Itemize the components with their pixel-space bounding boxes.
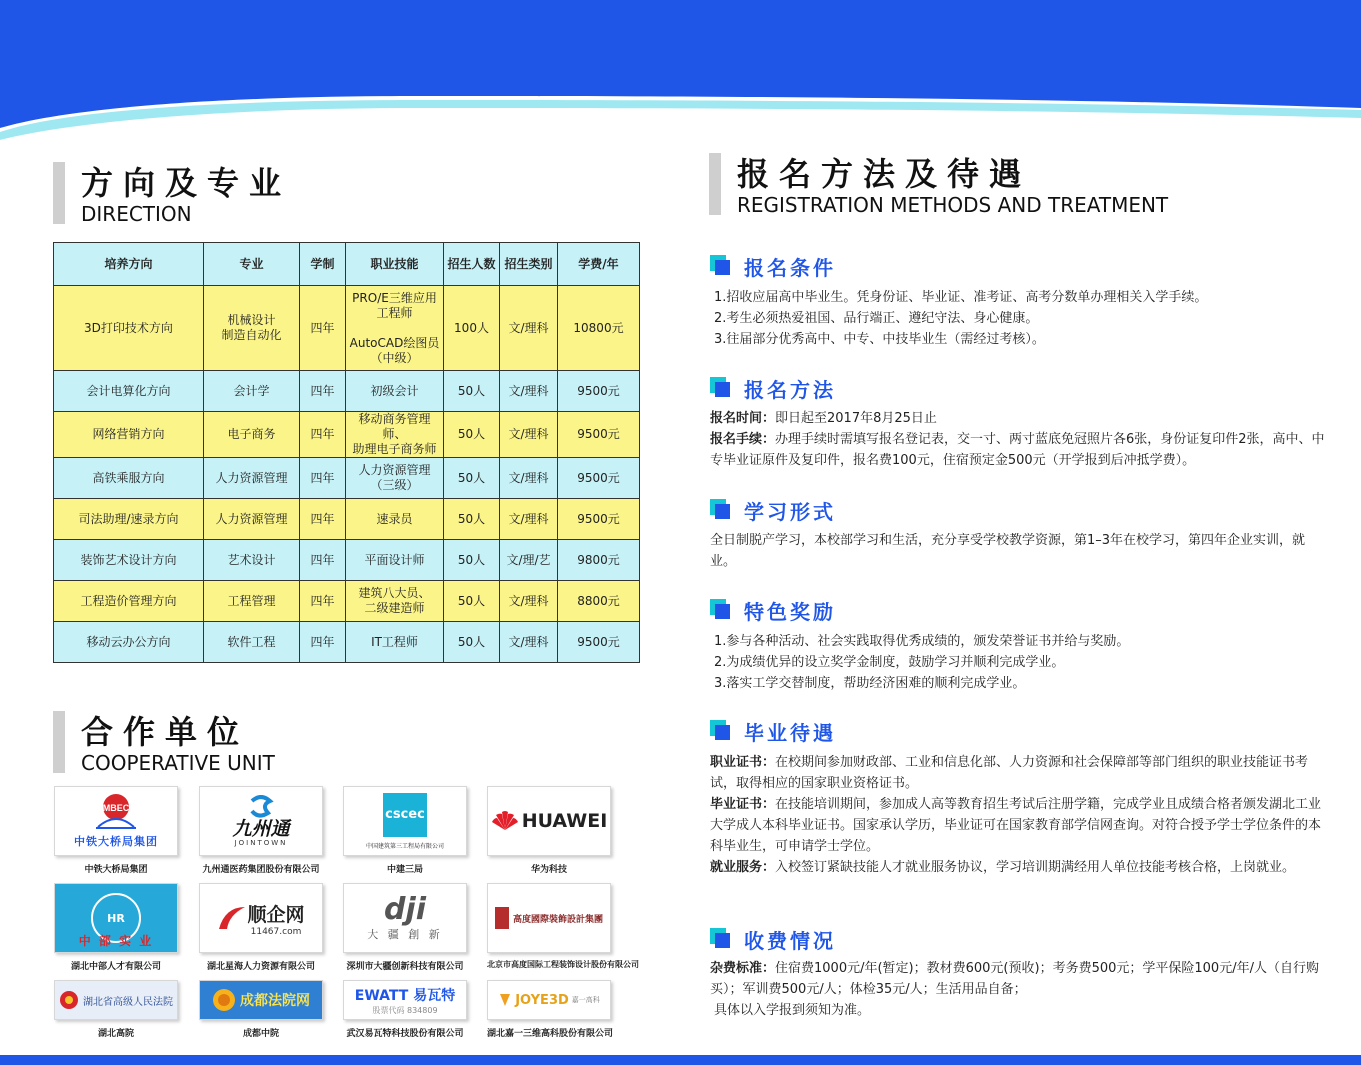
label: 报名手续： bbox=[710, 432, 776, 447]
logo-ewatt bbox=[343, 980, 467, 1039]
heading-bar bbox=[53, 162, 65, 224]
logo-caption: 九州通医药集团股份有限公司 bbox=[202, 865, 320, 875]
zhongbu-globe-icon: HR bbox=[91, 893, 141, 943]
row-years: 四年 bbox=[300, 458, 346, 499]
row-skill: PRO/E三维应用 工程师 AutoCAD绘图员 （中级） bbox=[346, 286, 444, 371]
heading-bar bbox=[709, 153, 721, 215]
row-major: 会计学 bbox=[204, 371, 300, 412]
requirement-line: 1.招收应届高中毕业生。凭身份证、毕业证、准考证、高考分数单办理相关入学手续。 bbox=[714, 290, 1208, 305]
study-form-text bbox=[710, 530, 1325, 572]
cscec-logo-sub: 中国建筑第三工程局有限公司 bbox=[365, 842, 444, 850]
logo-caption: 北京市高度国际工程装饰设计股份有限公司 bbox=[487, 960, 639, 969]
row-enroll-num: 50人 bbox=[444, 371, 500, 412]
label: 职业证书： bbox=[710, 755, 776, 770]
square-bullet-icon bbox=[710, 255, 730, 275]
logo-cscec bbox=[343, 786, 467, 875]
row-direction: 装饰艺术设计方向 bbox=[54, 540, 204, 581]
shunqi-logo-sub: 11467.com bbox=[250, 926, 302, 937]
subsection-title: 学习形式 bbox=[744, 500, 836, 524]
square-bullet-icon bbox=[710, 377, 730, 397]
table-header-row bbox=[54, 243, 640, 286]
row-enroll-type: 文/理科 bbox=[500, 458, 558, 499]
gaodu-logo-text: 高度國際裝飾設計集團 bbox=[512, 914, 603, 925]
label: 杂费标准： bbox=[710, 961, 776, 976]
table-row bbox=[54, 622, 640, 663]
logo-caption: 湖北嘉一三维高科股份有限公司 bbox=[487, 1029, 614, 1039]
study-form-line: 全日制脱产学习，本校部学习和生活，充分享受学校教学资源，第1–3年在校学习，第四年企业实训，就业。 bbox=[710, 533, 1306, 569]
graduation-text bbox=[710, 752, 1325, 878]
row-years: 四年 bbox=[300, 286, 346, 371]
square-bullet-icon bbox=[710, 928, 730, 948]
reg-procedure: 办理手续时需填写报名登记表，交一寸、两寸蓝底免冠照片各6张，身份证复印件2张，高中、中专毕业证原件及复印件，报名费100元，住宿预定金500元（开学报到后冲抵学费）。 bbox=[710, 432, 1325, 468]
logo-gaodu bbox=[487, 883, 639, 970]
row-direction: 移动云办公方向 bbox=[54, 622, 204, 663]
jointown-logo-text: 九州通 bbox=[232, 818, 290, 840]
shunqi-logo-text: 顺企网 bbox=[247, 903, 305, 926]
requirement-line: 2.考生必须热爱祖国、品行端正、遵纪守法、身心健康。 bbox=[714, 311, 1039, 326]
table-row bbox=[54, 581, 640, 622]
row-enroll-type: 文/理科 bbox=[500, 286, 558, 371]
subsection-title: 收费情况 bbox=[744, 929, 836, 953]
table-row bbox=[54, 412, 640, 458]
logo-hubei-court bbox=[54, 980, 178, 1039]
registration-title-cn: 报名方法及待遇 bbox=[737, 155, 1032, 193]
logo-chengdu-court bbox=[199, 980, 323, 1039]
logo-shunqi bbox=[199, 883, 323, 972]
gaodu-mark-icon bbox=[495, 907, 509, 929]
subsection-title: 毕业待遇 bbox=[744, 721, 836, 745]
square-bullet-icon bbox=[710, 499, 730, 519]
label: 毕业证书： bbox=[710, 797, 776, 812]
logo-huawei bbox=[487, 786, 611, 875]
row-years: 四年 bbox=[300, 499, 346, 540]
th-enroll-num: 招生人数 bbox=[444, 243, 500, 286]
requirement-line: 3.往届部分优秀高中、中专、中技毕业生（需经过考核）。 bbox=[714, 332, 1045, 347]
logo-caption: 湖北星海人力资源有限公司 bbox=[206, 962, 315, 972]
reward-line: 3.落实工学交替制度，帮助经济困难的顺利完成学业。 bbox=[714, 676, 1026, 691]
row-years: 四年 bbox=[300, 371, 346, 412]
row-enroll-num: 50人 bbox=[444, 499, 500, 540]
court-emblem-icon bbox=[59, 990, 79, 1010]
th-fee: 学费/年 bbox=[558, 243, 640, 286]
zhongbu-logo-text: 中 部 实 业 bbox=[78, 934, 154, 948]
row-direction: 工程造价管理方向 bbox=[54, 581, 204, 622]
row-enroll-num: 50人 bbox=[444, 412, 500, 458]
reward-line: 2.为成绩优异的设立奖学金制度，鼓励学习并顺利完成学业。 bbox=[714, 655, 1065, 670]
row-fee: 10800元 bbox=[558, 286, 640, 371]
row-enroll-type: 文/理科 bbox=[500, 499, 558, 540]
row-major: 电子商务 bbox=[204, 412, 300, 458]
row-fee: 9500元 bbox=[558, 499, 640, 540]
th-enroll-type: 招生类别 bbox=[500, 243, 558, 286]
misc-fees: 住宿费1000元/年(暂定)；教材费600元(预收)；考务费500元；学平保险100元/年/人（自行购买）；军训费500元/人；体检35元/人；生活用品自备； bbox=[710, 961, 1319, 997]
fees-note: 具体以入学报到须知为准。 bbox=[714, 1003, 871, 1018]
logo-zhongbu bbox=[54, 883, 178, 972]
method-text bbox=[710, 408, 1325, 471]
logo-caption: 华为科技 bbox=[530, 865, 567, 875]
rewards-text bbox=[710, 631, 1329, 694]
direction-table bbox=[53, 242, 640, 663]
job-text: 入校签订紧缺技能人才就业服务协议，学习培训期满经用人单位技能考核合格，上岗就业。 bbox=[775, 860, 1296, 875]
row-years: 四年 bbox=[300, 581, 346, 622]
row-enroll-type: 文/理科 bbox=[500, 371, 558, 412]
square-bullet-icon bbox=[710, 720, 730, 740]
row-major: 软件工程 bbox=[204, 622, 300, 663]
ewatt-logo-text: EWATT 易瓦特 bbox=[354, 987, 456, 1004]
logo-jointown bbox=[199, 786, 323, 875]
row-fee: 9500元 bbox=[558, 371, 640, 412]
logo-joye3d bbox=[487, 980, 614, 1039]
direction-title-en: DIRECTION bbox=[81, 202, 192, 226]
row-years: 四年 bbox=[300, 540, 346, 581]
row-fee: 9500元 bbox=[558, 412, 640, 458]
chengdu-court-globe-icon bbox=[212, 988, 236, 1012]
reward-line: 1.参与各种活动、社会实践取得优秀成绩的，颁发荣誉证书并给与奖励。 bbox=[714, 634, 1130, 649]
header-banner bbox=[0, 0, 1361, 140]
row-major: 机械设计 制造自动化 bbox=[204, 286, 300, 371]
direction-title-cn: 方向及专业 bbox=[81, 164, 292, 202]
registration-title-en: REGISTRATION METHODS AND TREATMENT bbox=[737, 193, 1169, 217]
row-fee: 9500元 bbox=[558, 458, 640, 499]
row-skill: 速录员 bbox=[346, 499, 444, 540]
row-enroll-type: 文/理科 bbox=[500, 412, 558, 458]
huawei-logo-text: HUAWEI bbox=[521, 810, 608, 832]
row-direction: 高铁乘服方向 bbox=[54, 458, 204, 499]
fees-text bbox=[710, 958, 1325, 1021]
ewatt-logo-sub: 股票代码 834809 bbox=[372, 1005, 438, 1015]
row-direction: 3D打印技术方向 bbox=[54, 286, 204, 371]
subsection-title: 报名方法 bbox=[744, 378, 836, 402]
jointown-swirl-icon bbox=[246, 795, 276, 819]
row-enroll-num: 50人 bbox=[444, 458, 500, 499]
logo-dji bbox=[343, 883, 467, 972]
table-row bbox=[54, 371, 640, 412]
row-enroll-type: 文/理科 bbox=[500, 622, 558, 663]
row-enroll-type: 文/理/艺 bbox=[500, 540, 558, 581]
label: 报名时间： bbox=[710, 411, 776, 426]
row-enroll-num: 50人 bbox=[444, 622, 500, 663]
footer-bar bbox=[0, 1055, 1361, 1065]
subsection-title: 报名条件 bbox=[744, 256, 836, 280]
subsection-title: 特色奖励 bbox=[744, 600, 836, 624]
logo-caption: 成都中院 bbox=[242, 1029, 279, 1039]
row-skill: 初级会计 bbox=[346, 371, 444, 412]
logo-caption: 中铁大桥局集团 bbox=[84, 865, 148, 875]
row-major: 工程管理 bbox=[204, 581, 300, 622]
th-years: 学制 bbox=[300, 243, 346, 286]
dji-logo-text: dji bbox=[383, 892, 427, 927]
logo-caption: 湖北中部人才有限公司 bbox=[70, 962, 161, 972]
logo-caption: 武汉易瓦特科技股份有限公司 bbox=[346, 1029, 464, 1039]
heading-bar bbox=[53, 711, 65, 773]
joye3d-mark-icon bbox=[498, 992, 512, 1008]
logo-caption: 中建三局 bbox=[386, 865, 423, 875]
cscec-emblem-icon: cscec bbox=[383, 793, 427, 837]
huawei-petal-icon bbox=[491, 810, 519, 832]
row-skill: 建筑八大员、 二级建造师 bbox=[346, 581, 444, 622]
row-skill: 移动商务管理师、 助理电子商务师 bbox=[346, 412, 444, 458]
row-direction: 司法助理/速录方向 bbox=[54, 499, 204, 540]
row-years: 四年 bbox=[300, 622, 346, 663]
logo-caption: 湖北高院 bbox=[97, 1029, 134, 1039]
th-skill: 职业技能 bbox=[346, 243, 444, 286]
row-enroll-type: 文/理科 bbox=[500, 581, 558, 622]
jointown-logo-sub: JOINTOWN bbox=[234, 839, 288, 847]
cert-text: 在校期间参加财政部、工业和信息化部、人力资源和社会保障部等部门组织的职业技能证书考试，取得相应的国家职业资格证书。 bbox=[710, 755, 1309, 791]
table-row bbox=[54, 458, 640, 499]
coop-title-cn: 合作单位 bbox=[81, 713, 250, 751]
joye3d-logo-sub: 嘉一高科 bbox=[571, 996, 600, 1004]
row-enroll-num: 100人 bbox=[444, 286, 500, 371]
mbec-logo-text: 中铁大桥局集团 bbox=[74, 835, 158, 848]
mbec-emblem-icon bbox=[94, 793, 138, 833]
square-bullet-icon bbox=[710, 599, 730, 619]
label: 就业服务： bbox=[710, 860, 776, 875]
row-skill: 人力资源管理 （三级） bbox=[346, 458, 444, 499]
dji-logo-sub: 大 疆 創 新 bbox=[367, 928, 443, 941]
th-direction: 培养方向 bbox=[54, 243, 204, 286]
row-enroll-num: 50人 bbox=[444, 540, 500, 581]
svg-text:MBEC: MBEC bbox=[102, 803, 130, 813]
row-major: 艺术设计 bbox=[204, 540, 300, 581]
row-fee: 9800元 bbox=[558, 540, 640, 581]
joye3d-logo-text: JOYE3D bbox=[515, 992, 569, 1008]
table-row bbox=[54, 286, 640, 371]
row-direction: 网络营销方向 bbox=[54, 412, 204, 458]
row-fee: 9500元 bbox=[558, 622, 640, 663]
row-fee: 8800元 bbox=[558, 581, 640, 622]
logo-mbec bbox=[54, 786, 178, 875]
row-enroll-num: 50人 bbox=[444, 581, 500, 622]
row-major: 人力资源管理 bbox=[204, 499, 300, 540]
chengdu-court-logo-text: 成都法院网 bbox=[240, 993, 310, 1009]
row-direction: 会计电算化方向 bbox=[54, 371, 204, 412]
coop-title-en: COOPERATIVE UNIT bbox=[81, 751, 275, 775]
reg-time: 即日起至2017年8月25日止 bbox=[775, 411, 937, 426]
row-skill: IT工程师 bbox=[346, 622, 444, 663]
hubei-court-logo-text: 湖北省高级人民法院 bbox=[83, 996, 173, 1008]
th-major: 专业 bbox=[204, 243, 300, 286]
grad-text: 在技能培训期间，参加成人高等教育招生考试后注册学籍，完成学业且成绩合格者颁发湖北工业大学成人本科毕业证书。国家承认学历，毕业证可在国家教育部学信网查询。对符合授予学士学位条件的本科毕业生，可申请学士学位。 bbox=[710, 797, 1322, 854]
requirements-text bbox=[710, 287, 1329, 350]
row-years: 四年 bbox=[300, 412, 346, 458]
row-skill: 平面设计师 bbox=[346, 540, 444, 581]
table-row bbox=[54, 499, 640, 540]
table-row bbox=[54, 540, 640, 581]
logo-caption: 深圳市大疆创新科技有限公司 bbox=[346, 962, 464, 972]
shunqi-bird-icon bbox=[217, 903, 247, 933]
row-major: 人力资源管理 bbox=[204, 458, 300, 499]
